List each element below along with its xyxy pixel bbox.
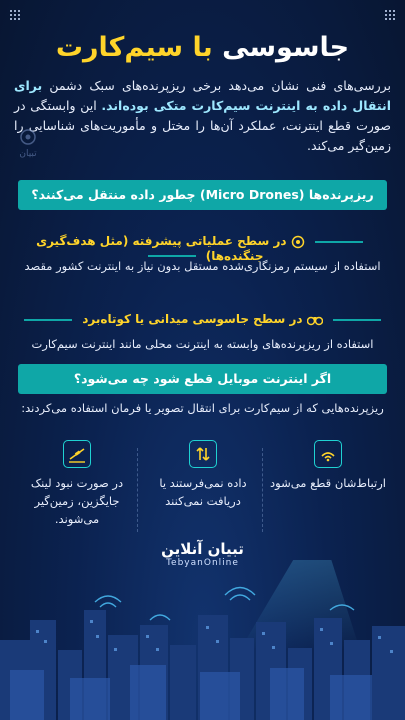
target-icon [291, 235, 305, 249]
consequences-list [18, 440, 387, 540]
intro-part2: این وابستگی در صورت قطع اینترنت، عملکرد آن‌ها را مختل و مأموریت‌های شناسایی را زمین‌گیر می‌کند. [14, 98, 391, 153]
brand-name-fa: تبیان آنلاین [161, 540, 244, 558]
section1-heading: ریزپرنده‌ها (Micro Drones) چطور داده منتقل می‌کنند؟ [18, 180, 387, 210]
section1-para2: استفاده از ریزپرنده‌های وابسته به اینترنت محلی مانند اینترنت سیم‌کارت [31, 337, 374, 351]
intro-paragraph [14, 76, 391, 156]
consequence-item [269, 440, 387, 540]
column-divider [262, 448, 264, 532]
consequence-text: ارتباط‌شان قطع می‌شود [270, 476, 386, 490]
column-divider [137, 448, 139, 532]
section1-sub2 [18, 312, 387, 326]
side-logo-text: تبیان [19, 149, 37, 159]
corner-dots-icon [10, 10, 20, 20]
divider-line [315, 241, 363, 243]
intro-part1: بررسی‌های فنی نشان می‌دهد برخی ریزپرنده‌های سبک دشمن [42, 78, 391, 93]
consequence-text: داده نمی‌فرستند یا دریافت نمی‌کنند [159, 476, 247, 508]
data-transfer-icon [189, 440, 217, 468]
drone-grounded-icon [63, 440, 91, 468]
section2-para: ریزپرنده‌هایی که از سیم‌کارت برای انتقال تصویر یا فرمان استفاده می‌کردند: [21, 401, 384, 415]
section1-sub1-label: در سطح عملیاتی پیشرفته (مثل هدف‌گیری جنگنده‌ها) [36, 234, 287, 263]
side-logo [8, 128, 48, 159]
consequence-item [144, 440, 262, 540]
consequence-text: در صورت نبود لینک جایگزین، زمین‌گیر می‌شوند. [30, 476, 124, 526]
corner-dots-icon [385, 10, 395, 20]
tebyan-logo-icon [19, 128, 37, 146]
title-main: جاسوسی [212, 32, 350, 63]
section1-sub2-label: در سطح جاسوسی میدانی یا کوتاه‌برد [82, 312, 303, 326]
signal-off-icon [314, 440, 342, 468]
intro-accent: برای انتقال داده به اینترنت سیم‌کارت متکی بوده‌اند. [14, 78, 391, 113]
consequence-item [18, 440, 136, 540]
brand-name-en: TebyanOnline [166, 558, 239, 568]
title-highlight: با سیم‌کارت [55, 32, 213, 63]
section2-heading: اگر اینترنت موبایل قطع شود چه می‌شود؟ [18, 364, 387, 394]
divider-line [333, 319, 381, 321]
brand-logo [0, 540, 405, 568]
binoculars-icon [307, 314, 323, 326]
city-skyline-illustration [0, 560, 405, 720]
section1-para1: استفاده از سیستم رمزنگاری‌شده مستقل بدون نیاز به اینترنت کشور مقصد [24, 259, 381, 273]
divider-line [24, 319, 72, 321]
page-title [0, 32, 405, 63]
